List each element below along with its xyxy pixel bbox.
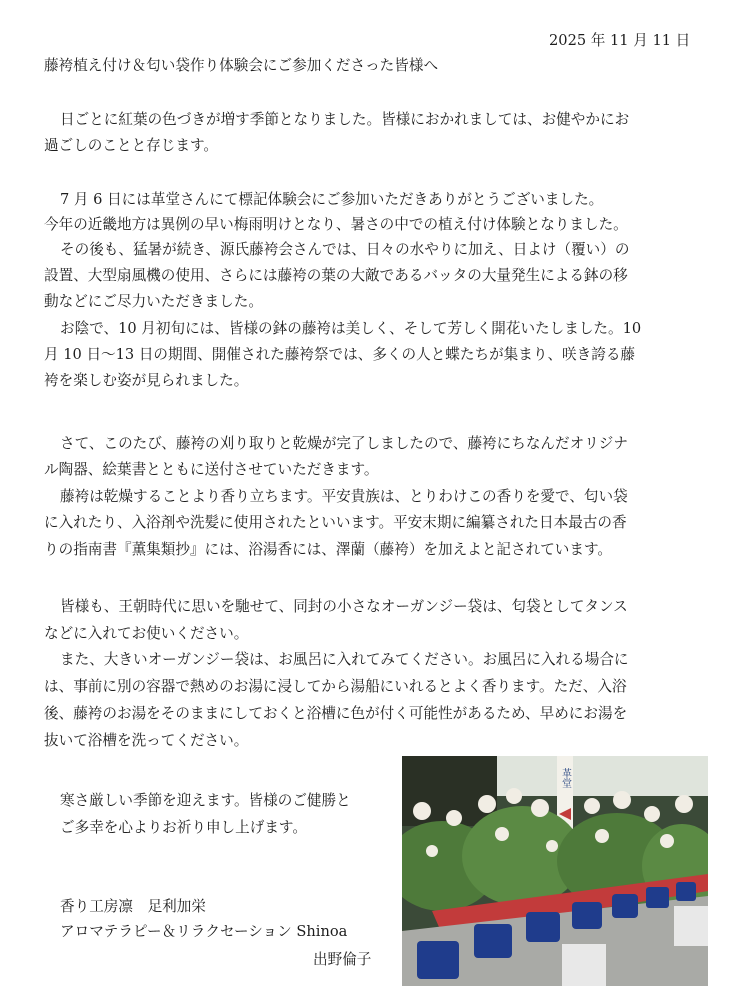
paragraph-line: お陰で、10 月初旬には、皆様の鉢の藤袴は美しく、そして芳しく開花いたしました。10: [60, 320, 642, 337]
paragraph-line: 後、藤袴のお湯をそのままにしておくと浴槽に色が付く可能性があるため、早めにお湯を: [44, 705, 628, 722]
paragraph-line: さて、このたび、藤袴の刈り取りと乾燥が完了しましたので、藤袴にちなんだオリジナ: [60, 435, 628, 452]
paragraph-line: に入れたり、入浴剤や洗髪に使用されたといいます。平安末期に編纂された日本最古の香: [44, 514, 627, 531]
paragraph-line: また、大きいオーガンジー袋は、お風呂に入れてみてください。お風呂に入れる場合に: [60, 651, 629, 668]
paragraph-line: りの指南書『薫集類抄』には、浴湯香には、澤蘭（藤袴）を加えよと記されています。: [44, 541, 612, 558]
signature-line: アロマテラピー＆リラクセーション Shinoa: [60, 923, 348, 940]
paragraph-line: 袴を楽しむ姿が見られました。: [44, 372, 249, 389]
paragraph-line: ル陶器、絵葉書とともに送付させていただきます。: [44, 461, 379, 478]
paragraph-line: 7 月 6 日には革堂さんにて標記体験会にご参加いただきありがとうございました。: [60, 191, 604, 208]
paragraph-line: 月 10 日〜13 日の期間、開催された藤袴祭では、多くの人と蝶たちが集まり、咲き誇る藤: [44, 346, 636, 363]
closing-line: ご多幸を心よりお祈り申し上げます。: [60, 819, 307, 836]
white-bucket: [562, 944, 606, 986]
paragraph-line: 藤袴は乾燥することより香り立ちます。平安貴族は、とりわけこの香りを愛で、匂い袋: [60, 488, 628, 505]
letter-addressee: 藤袴植え付け＆匂い袋作り体験会にご参加くださった皆様へ: [44, 57, 439, 74]
signature-line: 香り工房凛 足利加栄: [60, 898, 206, 915]
sign-text: 革堂: [559, 768, 571, 788]
paragraph-line: その後も、猛暑が続き、源氏藤袴会さんでは、日々の水やりに加え、日よけ（覆い）の: [60, 241, 630, 258]
paragraph-line: 設置、大型扇風機の使用、さらには藤袴の葉の大敵であるバッタの大量発生による鉢の移: [44, 267, 628, 284]
paragraph-line: は、事前に別の容器で熱めのお湯に浸してから湯船にいれるとよく香ります。ただ、入浴: [44, 678, 627, 695]
closing-line: 寒さ厳しい季節を迎えます。皆様のご健勝と: [60, 792, 351, 809]
fujibakama-photo: [402, 756, 708, 986]
paragraph-line: 皆様も、王朝時代に思いを馳せて、同封の小さなオーガンジー袋は、匂袋としてタンス: [60, 598, 628, 615]
letter-date: 2025 年 11 月 11 日: [549, 32, 691, 49]
paragraph-line: 過ごしのことと存じます。: [44, 137, 218, 154]
signature-name: 出野倫子: [313, 951, 372, 968]
paragraph-line: 今年の近畿地方は異例の早い梅雨明けとなり、暑さの中での植え付け体験となりました。: [44, 216, 628, 233]
paragraph-line: 動などにご尽力いただきました。: [44, 293, 263, 310]
white-bucket: [674, 906, 708, 946]
paragraph-line: 日ごとに紅葉の色づきが増す季節となりました。皆様におかれましては、お健やかにお: [60, 111, 630, 128]
paragraph-line: 抜いて浴槽を洗ってください。: [44, 732, 249, 749]
paragraph-line: などに入れてお使いください。: [44, 625, 249, 642]
photo-illustration: [402, 756, 708, 986]
